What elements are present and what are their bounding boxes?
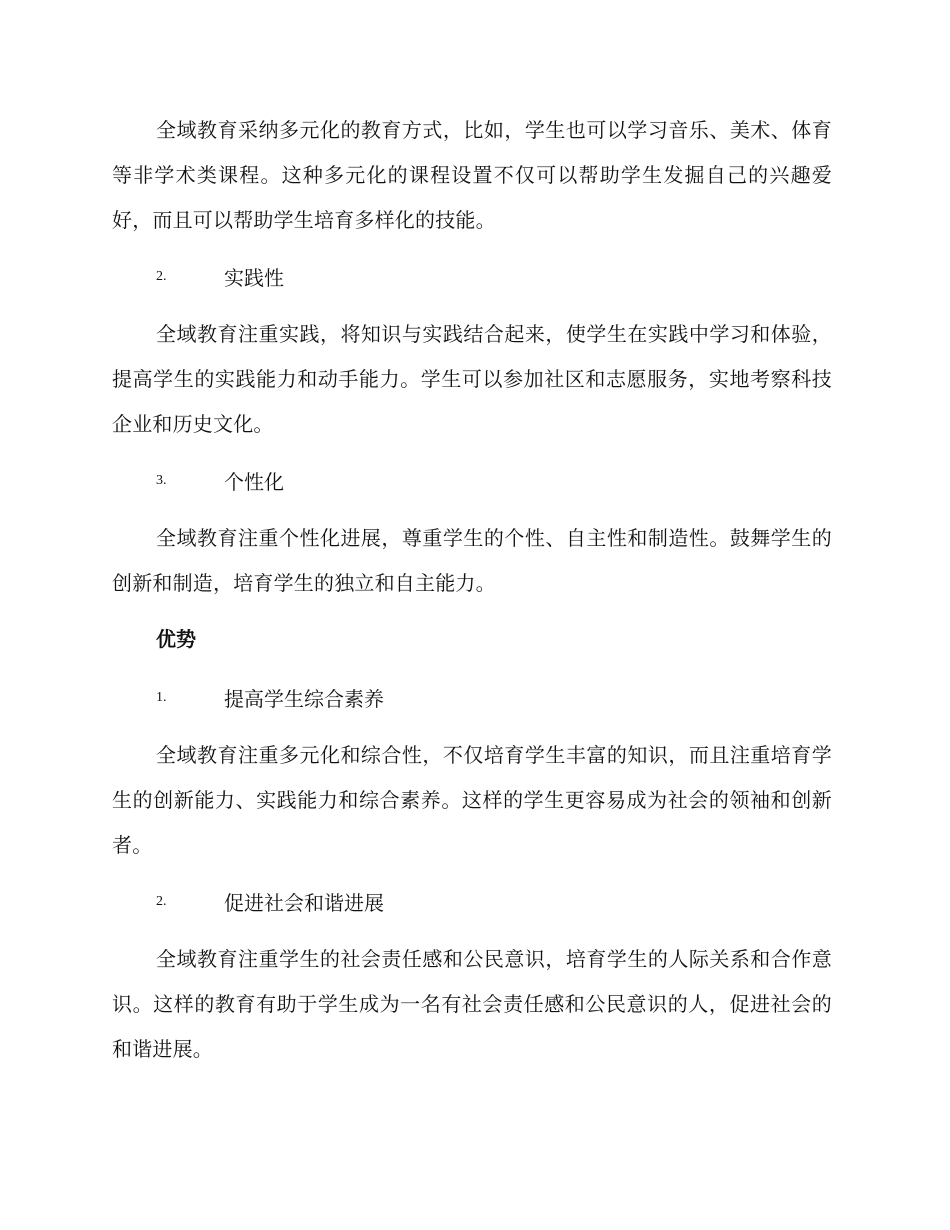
paragraph-social-harmony: 全域教育注重学生的社会责任感和公民意识，培育学生的人际关系和合作意识。这样的教育有助于学生成为一名有社会责任感和公民意识的人，促进社会的和谐进展。 (112, 947, 832, 1061)
section-heading-advantages: 优势 (156, 627, 196, 651)
list-item-personalization (112, 458, 832, 503)
paragraph-practicality: 全域教育注重实践，将知识与实践结合起来，使学生在实践中学习和体验，提高学生的实践能力和动手能力。学生可以参加社区和志愿服务，实地考察科技企业和历史文化。 (112, 322, 832, 436)
list-item-label: 提高学生综合素养 (224, 687, 384, 711)
list-item-social-harmony (112, 879, 832, 924)
list-item-practicality (112, 254, 832, 299)
paragraph-diverse-curriculum: 全域教育采纳多元化的教育方式，比如，学生也可以学习音乐、美术、体育等非学术类课程。这种多元化的课程设置不仅可以帮助学生发掘自己的兴趣爱好，而且可以帮助学生培育多样化的技能。 (112, 118, 832, 232)
list-item-comprehensive-quality (112, 675, 832, 720)
list-number: 1. (156, 689, 167, 705)
list-item-label: 促进社会和谐进展 (224, 891, 384, 915)
document-page (112, 108, 832, 1083)
list-number: 3. (156, 472, 167, 488)
list-item-label: 个性化 (224, 470, 284, 494)
list-number: 2. (156, 268, 167, 284)
paragraph-personalization: 全域教育注重个性化进展，尊重学生的个性、自主性和制造性。鼓舞学生的创新和制造，培育学生的独立和自主能力。 (112, 526, 832, 595)
list-item-label: 实践性 (224, 266, 284, 290)
list-number: 2. (156, 893, 167, 909)
paragraph-comprehensive-quality: 全域教育注重多元化和综合性，不仅培育学生丰富的知识，而且注重培育学生的创新能力、实践能力和综合素养。这样的学生更容易成为社会的领袖和创新者。 (112, 743, 832, 857)
